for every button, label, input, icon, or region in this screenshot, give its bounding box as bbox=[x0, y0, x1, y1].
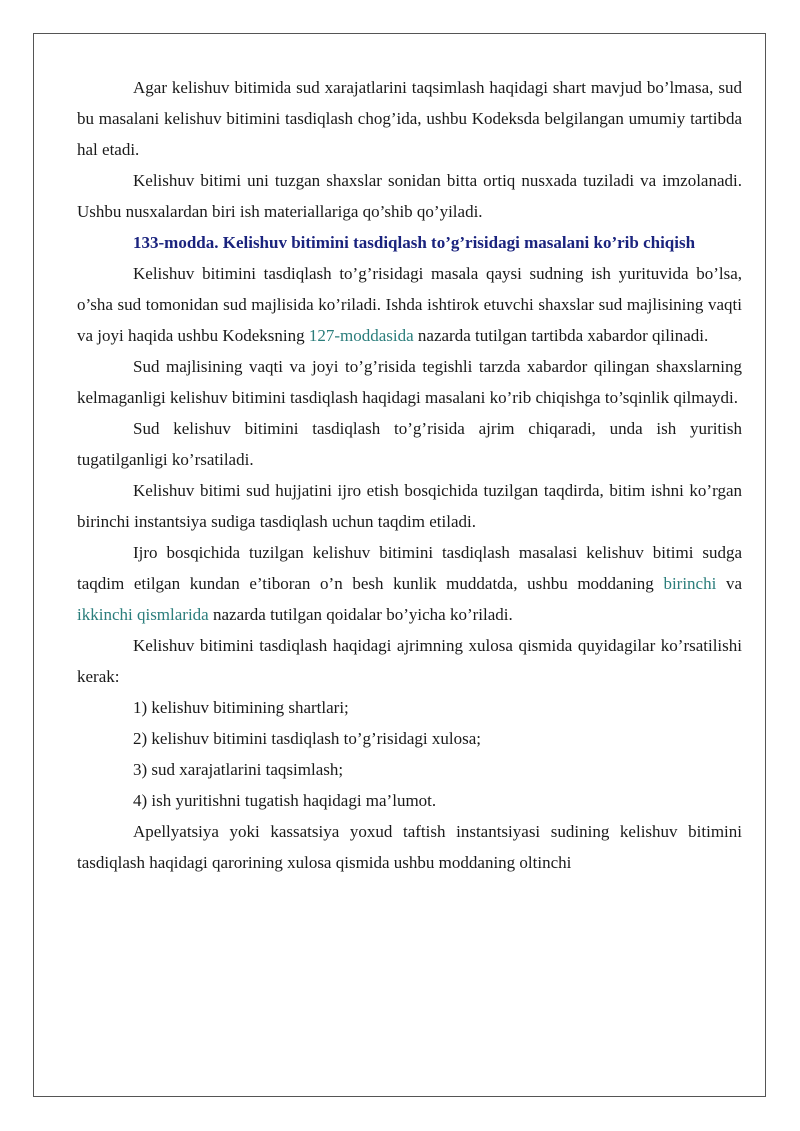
paragraph-text: va bbox=[716, 574, 742, 593]
article-heading: 133-modda. Kelishuv bitimini tasdiqlash to’g’risidagi masalani ko’rib chiqish bbox=[133, 233, 696, 252]
paragraph-text: nazarda tutilgan tartibda xabardor qilinadi. bbox=[413, 326, 709, 345]
list-item: 3) sud xarajatlarini taqsimlash; bbox=[133, 760, 344, 779]
paragraph: Kelishuv bitimi sud hujjatini ijro etish bosqichida tuzilgan taqdirda, bitim ishni ko’rgan birinchi instantsiya sudiga tasdiqlash uchun taqdim etiladi. bbox=[77, 481, 742, 531]
document-body bbox=[77, 72, 742, 878]
paragraph: Kelishuv bitimi uni tuzgan shaxslar sonidan bitta ortiq nusxada tuziladi va imzolanadi. Ushbu nusxalardan biri ish materiallariga qo’shib qo’yiladi. bbox=[77, 171, 742, 221]
paragraph: Sud majlisining vaqti va joyi to’g’risida tegishli tarzda xabardor qilingan shaxslarning kelmaganligi kelishuv bitimini tasdiqlash haqidagi masalani ko’rib chiqishga to’sqinlik qilmaydi. bbox=[77, 357, 742, 407]
paragraph-text: Kelishuv bitimini tasdiqlash to’g’risidagi masala qaysi sudning ish yurituvida bo’lsa, o’sha sud tomonidan sud majlisida ko’riladi. Ishda ishtirok etuvchi shaxslar sud majlisining vaqti va joyi haqida ushbu Kodeksning bbox=[77, 264, 742, 345]
paragraph-text: nazarda tutilgan qoidalar bo’yicha ko’riladi. bbox=[208, 605, 513, 624]
list-item: 1) kelishuv bitimining shartlari; bbox=[133, 698, 349, 717]
paragraph: Apellyatsiya yoki kassatsiya yoxud taftish instantsiyasi sudining kelishuv bitimini tasdiqlash haqidagi qarorining xulosa qismida ushbu moddaning oltinchi bbox=[77, 822, 742, 872]
second-part-link[interactable]: ikkinchi qismlarida bbox=[77, 605, 209, 624]
list-item: 4) ish yuritishni tugatish haqidagi ma’lumot. bbox=[133, 791, 437, 810]
paragraph: Kelishuv bitimini tasdiqlash haqidagi ajrimning xulosa qismida quyidagilar ko’rsatilishi kerak: bbox=[77, 636, 742, 686]
paragraph-text: Ijro bosqichida tuzilgan kelishuv bitimini tasdiqlash masalasi kelishuv bitimi sudga taqdim etilgan kundan e’tiboran o’n besh kunlik muddatda, ushbu moddaning bbox=[77, 543, 742, 593]
list-item: 2) kelishuv bitimini tasdiqlash to’g’risidagi xulosa; bbox=[133, 729, 481, 748]
first-part-link[interactable]: birinchi bbox=[663, 574, 717, 593]
article-127-link[interactable]: 127-moddasida bbox=[308, 326, 414, 345]
paragraph: Sud kelishuv bitimini tasdiqlash to’g’risida ajrim chiqaradi, unda ish yuritish tugatilganligi ko’rsatiladi. bbox=[77, 419, 742, 469]
paragraph: Agar kelishuv bitimida sud xarajatlarini taqsimlash haqidagi shart mavjud bo’lmasa, sud bu masalani kelishuv bitimini tasdiqlash chog’ida, ushbu Kodeksda belgilangan umumiy tartibda hal etadi. bbox=[77, 78, 742, 159]
paragraph bbox=[77, 258, 742, 351]
paragraph bbox=[77, 537, 742, 630]
